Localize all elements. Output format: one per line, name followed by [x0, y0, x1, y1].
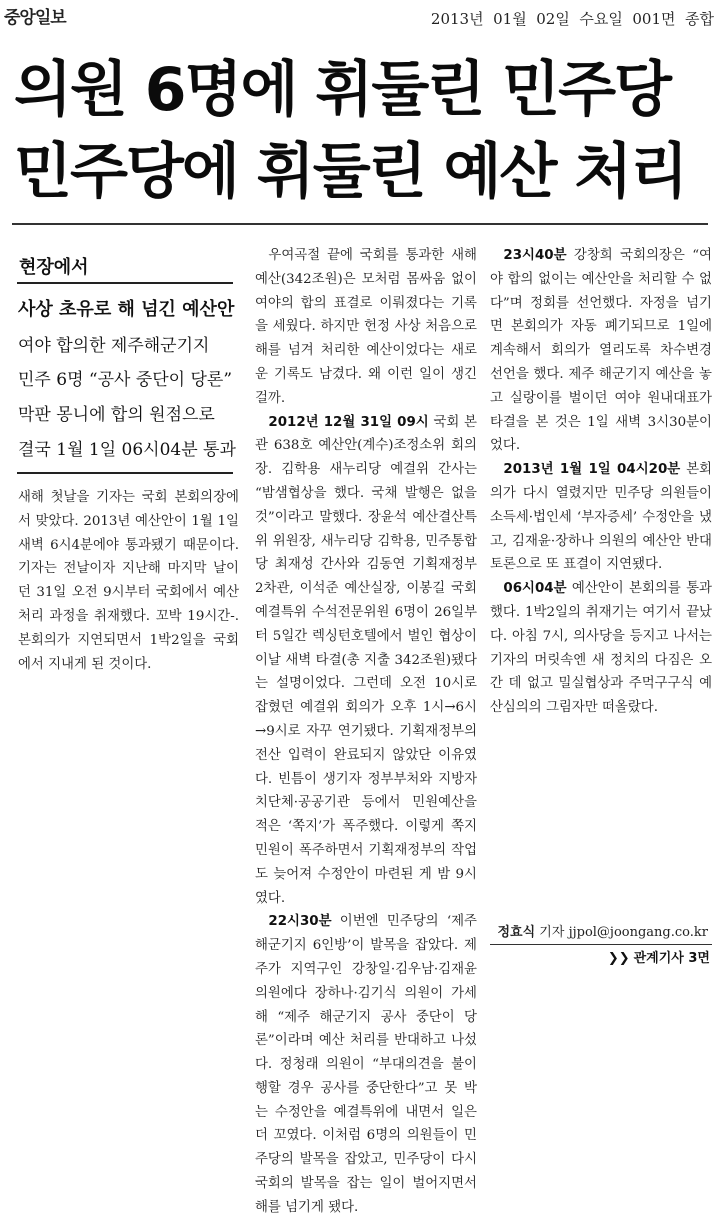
byline-role: 기자	[535, 925, 569, 940]
paragraph-text: 강창희 국회의장은 “여야 합의 없이는 예산안을 처리할 수 없다”며 정회를 선언했다. 자정을 넘기면 본회의가 자동 폐기되므로 1일에 계속해서 회의가 열리도록 차수변경 선언을 했다. 제주 해군기지 예산을 놓고 실랑이를 벌이던 여야 원내대표가 타결을 본 것은 1일 새벽 3시30분이었다.	[490, 248, 712, 454]
subhead: 결국 1월 1일 06시04분 통과	[18, 440, 236, 460]
time-lead: 2012년 12월 31일 09시	[268, 414, 429, 430]
subhead: 여야 합의한 제주해군기지	[18, 336, 210, 356]
double-chevron-icon: ❯❯	[607, 951, 630, 966]
section-rule	[17, 282, 233, 284]
dateline: 2013년 01월 02일 수요일 001면 종합	[430, 10, 714, 28]
related-rule	[490, 944, 712, 945]
paragraph-text: 이번엔 민주당의 ‘제주해군기지 6인방’이 발목을 잡았다. 제주가 지역구인 강창일·김우남·김재윤 의원에다 장하나·김기식 의원이 가세해 “제주 해군기지 공사 중단이 당론”이라며 예산 처리를 반대하고 나섰다. 정청래 의원이 “부대의견을 불이행할 경우 공사를 중단한다”고 못 박는 수정안을 예결특위에 내면서 일은 더 꼬였다. 이처럼 6명의 의원들이 민주당의 발목을 잡았고, 민주당이 다시 국회의 발목을 잡는 일이 벌어지면서 해를 넘기게 됐다.	[255, 914, 477, 1215]
article-paragraph	[255, 411, 477, 911]
paragraph-text: 예산안이 본회의를 통과했다. 1박2일의 취재기는 여기서 끝났다. 아침 7시, 의사당을 등지고 나서는 기자의 머릿속엔 새 정치의 다짐은 오간 데 없고 밀실협상과 주먹구구식 예산심의의 그림자만 떠올랐다.	[490, 581, 712, 716]
newspaper-logo: 중앙일보	[4, 8, 66, 28]
subhead: 막판 몽니에 합의 원점으로	[18, 405, 215, 425]
section-label: 현장에서	[19, 257, 89, 278]
headline-line-1: 의원 6명에 휘둘린 민주당	[14, 55, 671, 125]
article-column-middle	[255, 244, 477, 1220]
article-paragraph	[490, 244, 712, 458]
article-column-right	[490, 244, 712, 720]
byline-name: 정효식	[497, 925, 536, 940]
subhead: 민주 6명 “공사 중단이 당론”	[18, 370, 233, 390]
article-paragraph	[490, 577, 712, 720]
subhead-rule	[17, 472, 233, 474]
article-paragraph: 새해 첫날을 기자는 국회 본회의장에서 맞았다. 2013년 예산안이 1월 1일 새벽 6시4분에야 통과됐기 때문이다. 기자는 전날이자 지난해 마지막 날이던 31일 오전 9시부터 국회에서 예산 처리 과정을 취재했다. 꼬박 19시간-. 본회의가 지연되면서 1박2일을 국회에서 지내게 된 것이다.	[18, 490, 239, 672]
related-article-link[interactable]	[608, 947, 710, 966]
article-paragraph	[255, 910, 477, 1219]
headline-line-2: 민주당에 휘둘린 예산 처리	[14, 137, 687, 207]
article-paragraph: 우여곡절 끝에 국회를 통과한 새해 예산(342조원)은 모처럼 몸싸움 없이 여야의 합의 표결로 이뤄졌다는 기록을 세웠다. 하지만 헌정 사상 처음으로 해를 넘겨 처리한 예산이었다는 새로운 기록도 남겼다. 왜 이런 일이 생긴 걸까.	[255, 248, 477, 406]
time-lead: 23시40분	[503, 248, 567, 263]
related-article-label: 관계기사 3면	[633, 951, 710, 966]
paragraph-text: 국회 본관 638호 예산안(계수)조정소위 회의장. 김학용 새누리당 예결위 간사는 “밤샘협상을 했다. 국채 발행은 없을 것”이라고 말했다. 장윤석 예산결산특위 위원장, 새누리당 김학용, 민주통합당 최재성 간사와 김동연 기획재정부 2차관, 이석준 예산실장, 이봉길 국회 예결특위 수석전문위원 6명이 26일부터 5일간 렉싱턴호텔에서 벌인 협상이 이날 새벽 타결(총 지출 342조원)됐다는 설명이었다. 그런데 오전 10시로 잡혔던 예결위 회의가 오후 1시→6시→9시로 자꾸 연기됐다. 기획재정부의 전산 입력이 완료되지 않았단 이유였다. 빈틈이 생기자 정부부처와 지방자치단체·공공기관 등에서 민원예산을 적은 ‘쪽지’가 폭주했다. 이렇게 쪽지민원이 폭주하면서 기획재정부의 작업도 늦어져 수정안이 마련된 게 밤 9시였다.	[255, 414, 477, 906]
time-lead: 06시04분	[503, 581, 567, 597]
article-column-left	[18, 486, 239, 676]
subhead: 사상 초유로 해 넘긴 예산안	[18, 299, 235, 320]
time-lead: 2013년 1월 1일 04시20분	[503, 462, 681, 478]
paragraph-text: 본회의가 다시 열렸지만 민주당 의원들이 소득세·법인세 ‘부자증세’ 수정안을 냈고, 김재윤·장하나 의원의 예산안 반대토론으로 또 표결이 지연됐다.	[490, 462, 712, 573]
byline	[497, 921, 708, 940]
top-rule	[12, 223, 708, 225]
time-lead: 22시30분	[268, 914, 332, 930]
article-paragraph	[490, 458, 712, 577]
byline-email[interactable]: jjpol@joongang.co.kr	[568, 925, 708, 940]
